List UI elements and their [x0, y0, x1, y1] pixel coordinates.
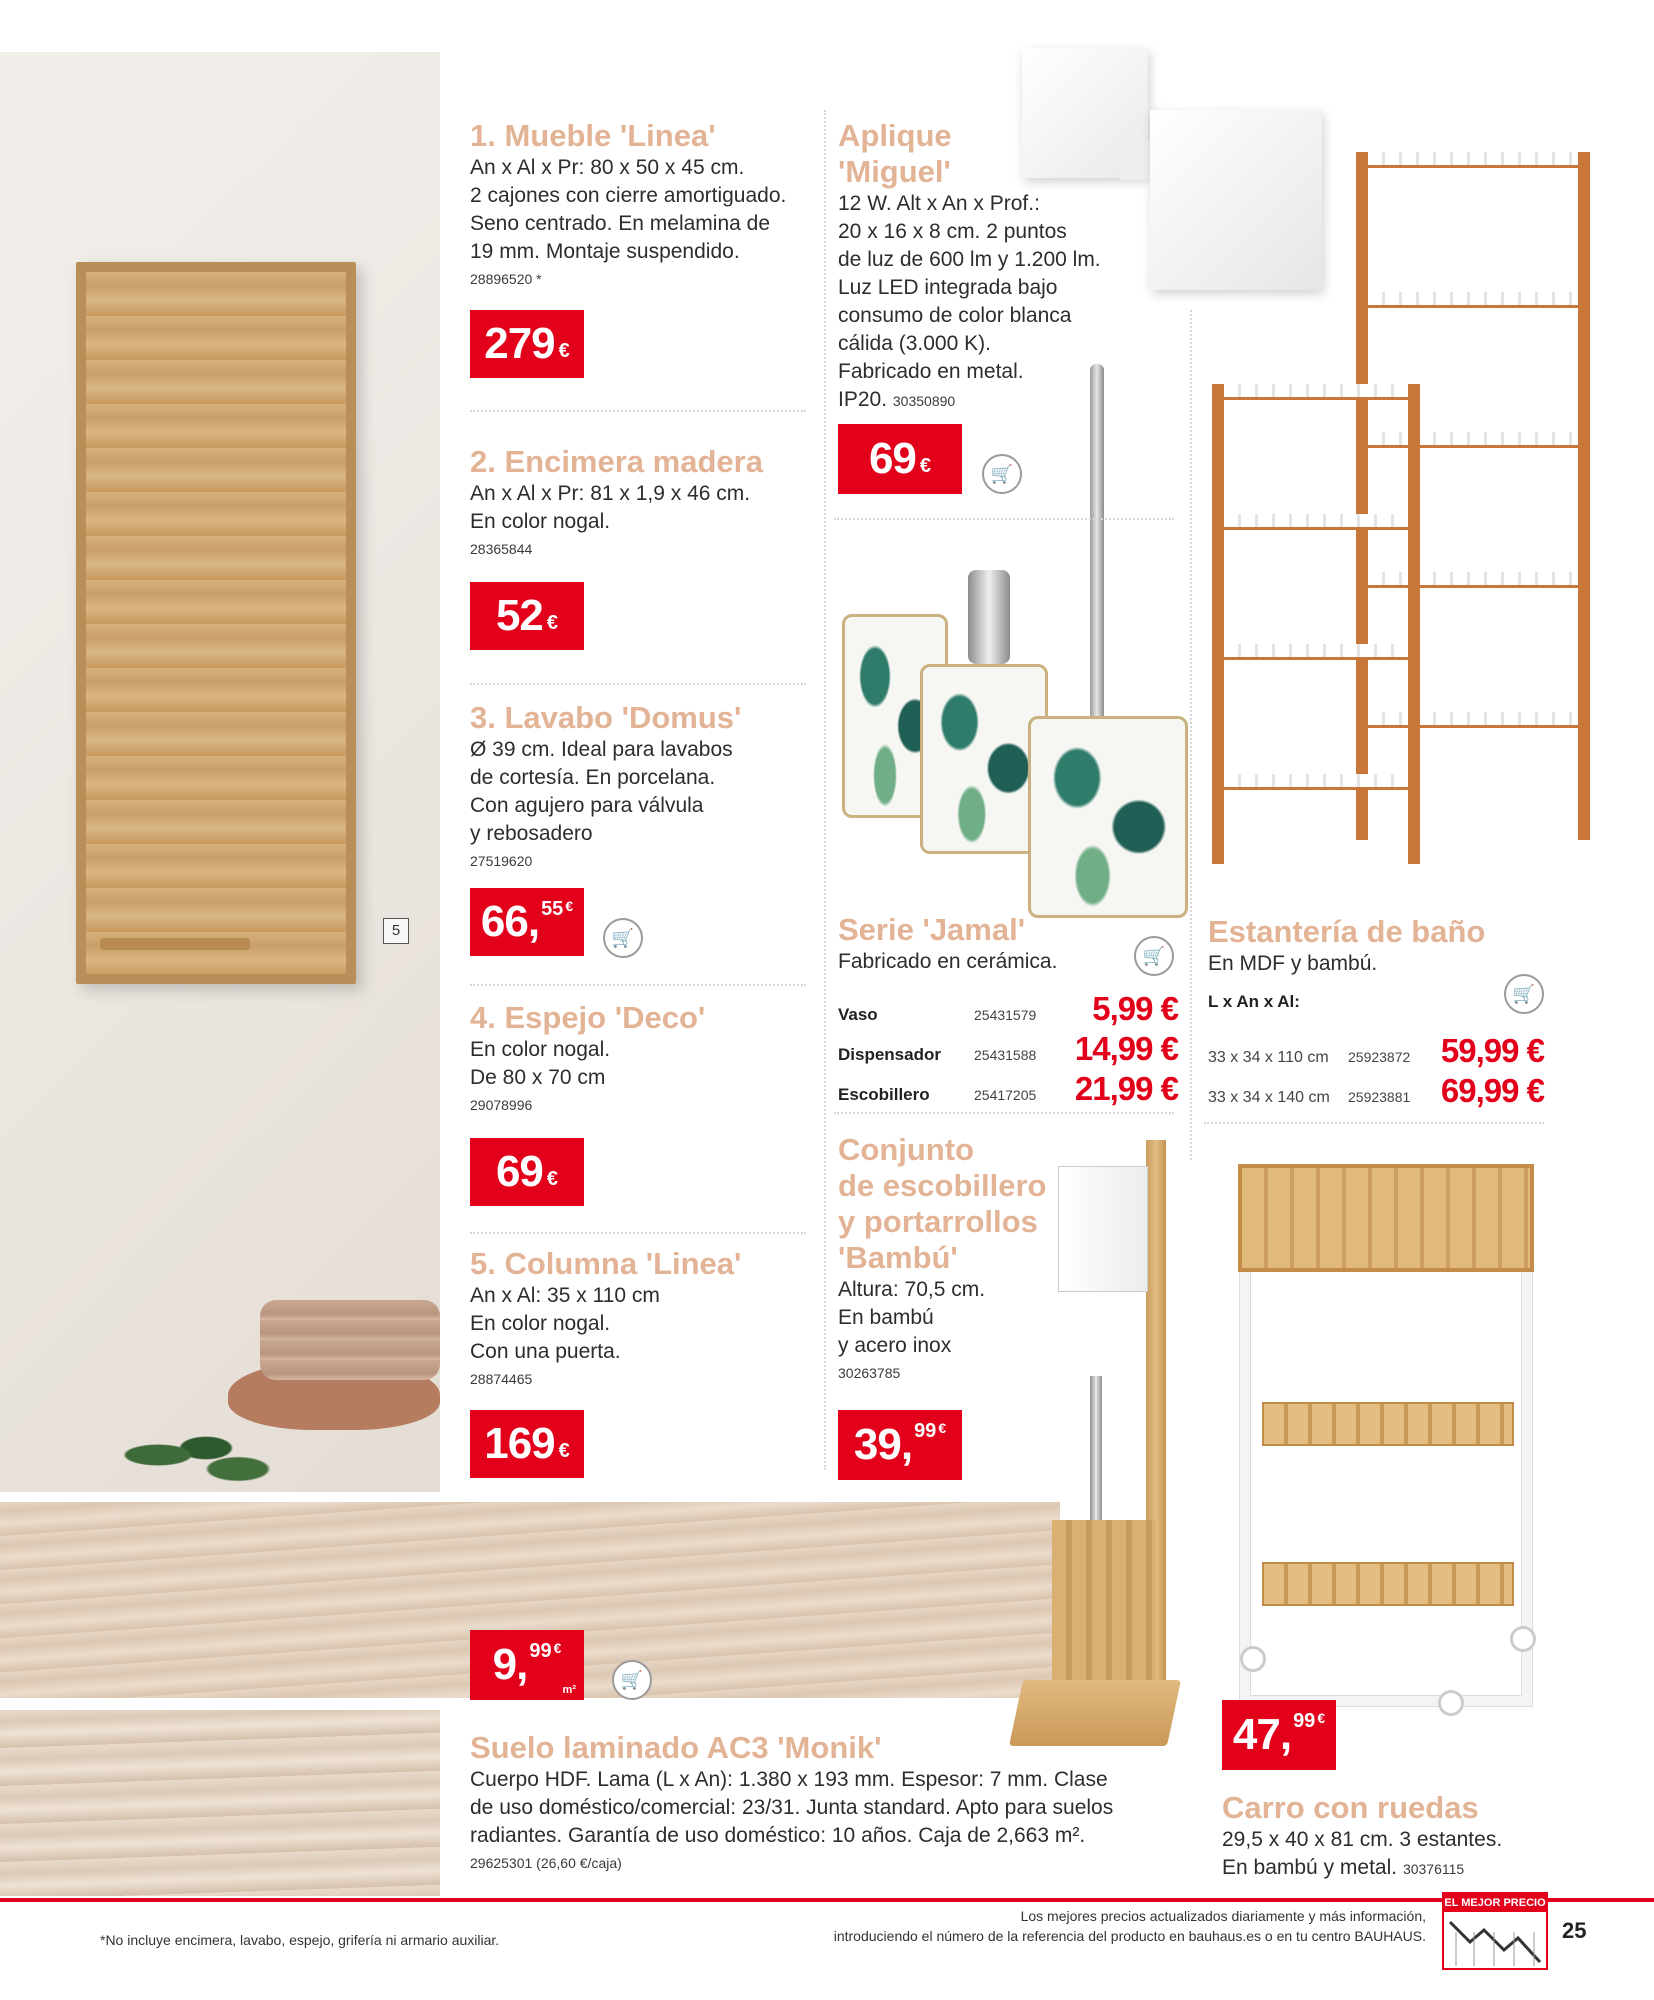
product-desc-line: 12 W. Alt x An x Prof.: — [838, 192, 1040, 215]
variant-name: Vaso — [838, 1005, 878, 1024]
product-title-line: y portarrollos — [838, 1204, 1038, 1239]
price-integer: 279 — [484, 319, 555, 368]
shopping-cart-icon[interactable]: 🛒 — [1134, 936, 1174, 976]
price-tag — [470, 1630, 584, 1700]
product-desc-line: Cuerpo HDF. Lama (L x An): 1.380 x 193 mm. Espesor: 7 mm. Clase — [470, 1768, 1108, 1791]
price-tag — [470, 1410, 584, 1478]
product-desc-line: Ø 39 cm. Ideal para lavabos — [470, 738, 733, 761]
short-shelf-image — [1212, 384, 1420, 864]
variant-price: 59,99 € — [1440, 1032, 1544, 1069]
toilet-brush-handle-image — [1090, 364, 1104, 724]
product-ref: 28896520 * — [470, 271, 542, 287]
product-desc-line: y acero inox — [838, 1334, 952, 1357]
product-encimera — [470, 444, 830, 558]
price-table-row — [838, 1030, 1178, 1068]
divider — [834, 518, 1174, 520]
product-estanteria — [1208, 914, 1528, 978]
product-desc-line — [1222, 1854, 1542, 1882]
product-jamal — [838, 912, 1178, 976]
price-currency: € — [919, 454, 932, 477]
product-title: 5. Columna 'Linea' — [470, 1246, 742, 1281]
price-unit: m² — [562, 1684, 576, 1696]
variant-price: 14,99 € — [1074, 1030, 1178, 1067]
product-title: 2. Encimera madera — [470, 444, 763, 479]
variant-ref: 25923881 — [1348, 1089, 1411, 1105]
laminate-sample-image — [0, 1710, 440, 1896]
product-title-line: 'Bambú' — [838, 1240, 958, 1275]
product-desc-line: En color nogal. — [470, 1312, 611, 1335]
price-currency: € — [546, 611, 559, 634]
product-ref: 30376115 — [1402, 1861, 1465, 1877]
price-tag — [1222, 1700, 1336, 1770]
wall-cabinet-image — [76, 262, 356, 984]
product-title-line: Aplique — [838, 118, 952, 153]
product-lavabo — [470, 700, 830, 870]
toilet-paper-roll-image — [1058, 1166, 1148, 1292]
cart-shelf-bottom-image — [1262, 1562, 1514, 1606]
product-desc-line: Altura: 70,5 cm. — [838, 1278, 986, 1301]
footer-info — [700, 1906, 1426, 1946]
product-desc-last: IP20. — [838, 388, 888, 411]
cart-shelf-middle-image — [1262, 1402, 1514, 1446]
product-suelo — [470, 1730, 1190, 1872]
divider — [470, 1232, 806, 1234]
variant-name: Dispensador — [838, 1045, 941, 1064]
product-desc-line: Luz LED integrada bajo — [838, 276, 1058, 299]
product-title: Suelo laminado AC3 'Monik' — [470, 1730, 882, 1765]
product-ref: 28365844 — [470, 541, 533, 557]
price-currency: € — [553, 1640, 562, 1656]
variant-name: Escobillero — [838, 1085, 930, 1104]
product-desc-last: En bambú y metal. — [1222, 1856, 1398, 1879]
product-desc: Fabricado en cerámica. — [838, 950, 1058, 973]
variant-name: 33 x 34 x 140 cm — [1208, 1089, 1330, 1106]
shopping-cart-icon[interactable]: 🛒 — [982, 454, 1022, 494]
product-title-line: de escobillero — [838, 1168, 1047, 1203]
product-desc-line: Con agujero para válvula — [470, 794, 704, 817]
product-ref: 30350890 — [892, 393, 956, 409]
cart-top-box-image — [1238, 1164, 1534, 1272]
product-desc-line — [838, 386, 1138, 414]
product-desc-line: radiantes. Garantía de uso doméstico: 10 años. Caja de 2,663 m². — [470, 1824, 1086, 1847]
price-tag — [470, 1138, 584, 1206]
price-currency: € — [1317, 1710, 1326, 1726]
product-conjunto — [838, 1132, 1058, 1382]
product-title: 3. Lavabo 'Domus' — [470, 700, 742, 735]
price-integer: 47, — [1232, 1710, 1292, 1759]
product-title: Serie 'Jamal' — [838, 912, 1026, 947]
cart-wheel — [1438, 1690, 1464, 1716]
variant-price: 5,99 € — [1092, 990, 1178, 1027]
price-decimals: 55 — [541, 898, 564, 920]
variant-ref: 25431588 — [974, 1047, 1037, 1063]
shopping-cart-icon[interactable]: 🛒 — [603, 918, 643, 958]
price-integer: 169 — [484, 1419, 555, 1468]
product-ref: 27519620 — [470, 853, 533, 869]
product-desc-line: 20 x 16 x 8 cm. 2 puntos — [838, 220, 1067, 243]
product-desc-line: An x Al: 35 x 110 cm — [470, 1284, 660, 1307]
product-desc-line: De 80 x 70 cm — [470, 1066, 606, 1089]
shopping-cart-icon[interactable]: 🛒 — [1504, 974, 1544, 1014]
price-currency: € — [558, 339, 570, 362]
product-columna — [470, 1246, 830, 1388]
divider — [834, 1112, 1174, 1114]
cart-wheel — [1240, 1646, 1266, 1672]
footer-info-line: Los mejores precios actualizados diariamente y más información, — [1020, 1908, 1426, 1924]
product-espejo — [470, 1000, 830, 1114]
product-title: Estantería de baño — [1208, 914, 1486, 949]
variant-price: 69,99 € — [1440, 1072, 1544, 1109]
price-integer: 69 — [868, 434, 916, 483]
price-tag — [838, 1410, 962, 1480]
product-desc-line: de luz de 600 lm y 1.200 lm. — [838, 248, 1101, 271]
variant-ref: 25417205 — [974, 1087, 1037, 1103]
price-integer: 66, — [480, 897, 540, 946]
product-title-line: Conjunto — [838, 1132, 975, 1167]
product-title: 1. Mueble 'Linea' — [470, 118, 716, 153]
product-title: 4. Espejo 'Deco' — [470, 1000, 706, 1035]
divider — [470, 984, 806, 986]
plant-leaves-image — [110, 1420, 270, 1490]
variant-name: 33 x 34 x 110 cm — [1208, 1049, 1329, 1066]
price-table-row — [838, 990, 1178, 1028]
product-ref: 29625301 (26,60 €/caja) — [470, 1855, 622, 1871]
product-desc-line: Seno centrado. En melamina de — [470, 212, 771, 235]
product-title-line: 'Miguel' — [838, 154, 951, 189]
cabinet-handle — [100, 938, 250, 950]
price-decimals: 99 — [914, 1420, 937, 1442]
cart-wheel — [1510, 1626, 1536, 1652]
size-table-header — [1208, 992, 1548, 1012]
variant-ref: 25431579 — [974, 1007, 1037, 1023]
price-table-row — [1208, 1072, 1544, 1110]
price-integer: 9, — [492, 1640, 528, 1689]
footer-info-line: introduciendo el número de la referencia del producto en bauhaus.es o en tu centro BAUHAUS. — [833, 1928, 1426, 1944]
price-decimals: 99 — [1293, 1710, 1316, 1732]
divider — [470, 410, 806, 412]
size-header: L x An x Al: — [1208, 992, 1300, 1011]
soap-pump-image — [968, 570, 1010, 664]
product-desc-line: En bambú — [838, 1306, 934, 1329]
product-desc-line: consumo de color blanca — [838, 304, 1072, 327]
product-desc-line: 2 cajones con cierre amortiguado. — [470, 184, 787, 207]
product-ref: 29078996 — [470, 1097, 533, 1113]
best-price-label: EL MEJOR PRECIO — [1444, 1894, 1546, 1912]
price-table-row — [1208, 1032, 1544, 1070]
product-mueble — [470, 118, 830, 288]
product-desc-line: de uso doméstico/comercial: 23/31. Junta standard. Apto para suelos — [470, 1796, 1114, 1819]
price-tag — [838, 424, 962, 494]
price-integer: 52 — [495, 591, 543, 640]
ceramic-brush-holder-image — [1028, 716, 1188, 918]
footer-disclaimer: *No incluye encimera, lavabo, espejo, grifería ni armario auxiliar. — [100, 1932, 500, 1948]
variant-price: 21,99 € — [1074, 1070, 1178, 1107]
price-tag — [470, 310, 584, 378]
wall-lamp-image-2 — [1150, 110, 1322, 290]
page-number: 25 — [1562, 1918, 1587, 1943]
product-desc: En MDF y bambú. — [1208, 952, 1378, 975]
price-decimals: 99 — [529, 1640, 552, 1662]
price-currency: € — [558, 1439, 570, 1462]
price-drop-chart-icon — [1444, 1912, 1546, 1968]
product-desc-line: Con una puerta. — [470, 1340, 621, 1363]
price-table-row — [838, 1070, 1178, 1108]
price-tag — [470, 888, 584, 956]
best-price-badge — [1442, 1892, 1548, 1970]
product-ref: 30263785 — [838, 1365, 901, 1381]
price-integer: 69 — [495, 1147, 543, 1196]
price-tag — [470, 582, 584, 650]
product-desc-line: 29,5 x 40 x 81 cm. 3 estantes. — [1222, 1828, 1503, 1851]
product-ref: 28874465 — [470, 1371, 533, 1387]
product-desc-line: Fabricado en metal. — [838, 360, 1024, 383]
photo-number-marker: 5 — [383, 918, 409, 944]
footer-rule — [0, 1898, 1654, 1902]
product-desc-line: En color nogal. — [470, 510, 611, 533]
shopping-cart-icon[interactable]: 🛒 — [612, 1660, 652, 1700]
price-integer: 39, — [853, 1420, 913, 1469]
product-desc-line: 19 mm. Montaje suspendido. — [470, 240, 740, 263]
product-desc-line: En color nogal. — [470, 1038, 611, 1061]
towels-image — [260, 1300, 440, 1380]
price-currency: € — [565, 898, 574, 914]
product-desc-line: de cortesía. En porcelana. — [470, 766, 716, 789]
product-aplique — [838, 118, 1138, 414]
product-carro — [1222, 1790, 1542, 1882]
divider — [1204, 1122, 1544, 1124]
product-desc-line: An x Al x Pr: 80 x 50 x 45 cm. — [470, 156, 745, 179]
price-currency: € — [938, 1420, 947, 1436]
variant-ref: 25923872 — [1348, 1049, 1411, 1065]
product-desc-line: cálida (3.000 K). — [838, 332, 991, 355]
price-currency: € — [546, 1167, 559, 1190]
product-title: Carro con ruedas — [1222, 1790, 1479, 1825]
column-divider — [1190, 310, 1192, 1160]
product-desc-line: y rebosadero — [470, 822, 593, 845]
product-desc-line: An x Al x Pr: 81 x 1,9 x 46 cm. — [470, 482, 751, 505]
divider — [470, 683, 806, 685]
bamboo-brush-handle-image — [1090, 1376, 1102, 1526]
